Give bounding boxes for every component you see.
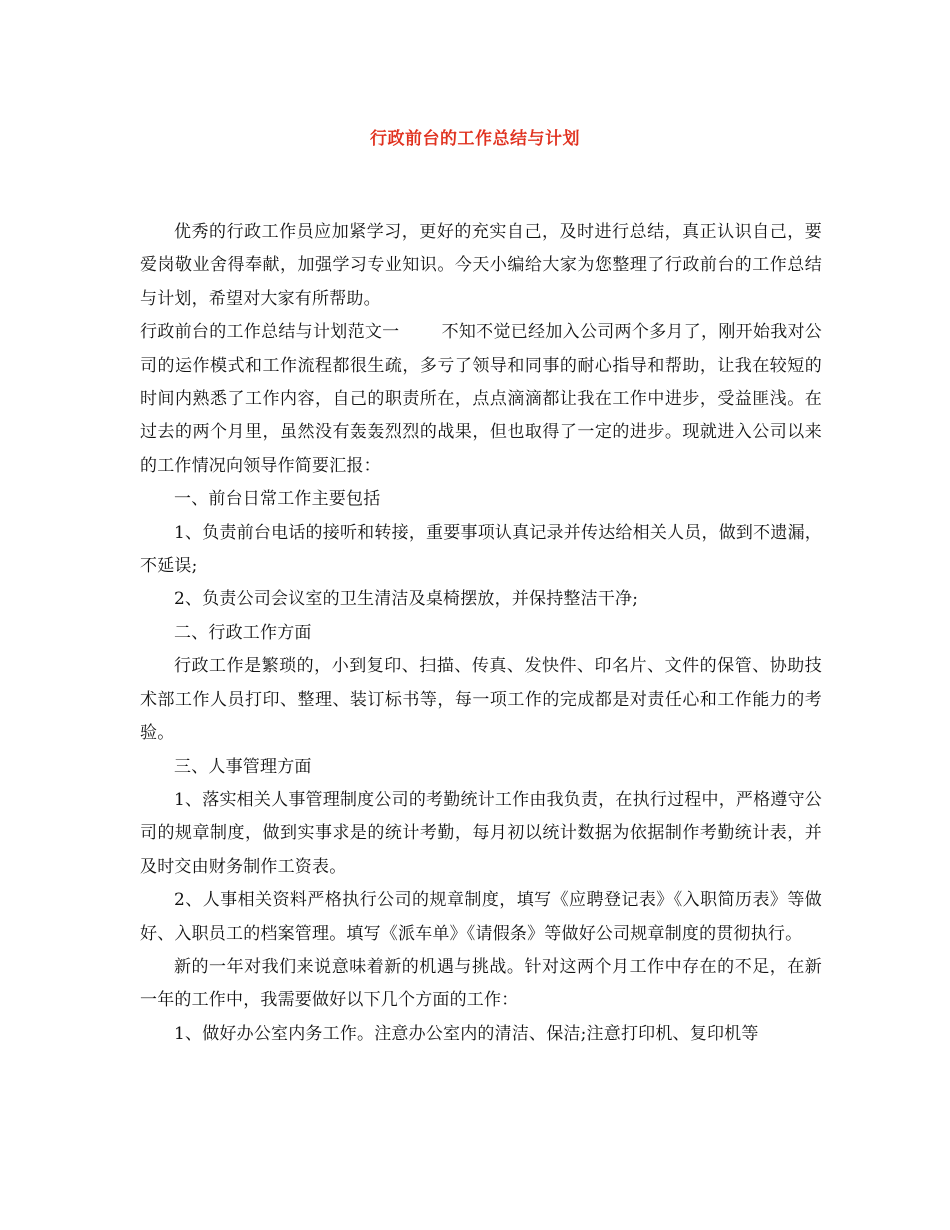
paragraph-2 xyxy=(140,316,822,483)
section-heading: 行政前台的工作总结与计划范文一 xyxy=(140,322,400,343)
paragraph-6: 二、行政工作方面 xyxy=(174,622,312,643)
paragraph-7: 行政工作是繁琐的，小到复印、扫描、传真、发快件、印名片、文件的保管、协助技术部工作人员打印、整理、装订标书等，每一项工作的完成都是对责任心和工作能力的考验。 xyxy=(140,656,822,744)
paragraph-8: 三、人事管理方面 xyxy=(174,756,312,777)
document-body xyxy=(140,216,822,1051)
paragraph-5: 2、负责公司会议室的卫生清洁及桌椅摆放，并保持整洁干净; xyxy=(174,589,639,610)
paragraph-9: 1、落实相关人事管理制度公司的考勤统计工作由我负责，在执行过程中，严格遵守公司的规章制度，做到实事求是的统计考勤，每月初以统计数据为依据制作考勤统计表，并及时交由财务制作工资表。 xyxy=(140,789,822,877)
paragraph-3: 一、前台日常工作主要包括 xyxy=(174,489,381,510)
paragraph-2-text: 不知不觉已经加入公司两个多月了，刚开始我对公司的运作模式和工作流程都很生疏，多亏了领导和同事的耐心指导和帮助，让我在较短的时间内熟悉了工作内容，自己的职责所在，点点滴滴都让我在工作中进步，受益匪浅。在过去的两个月里，虽然没有轰轰烈烈的战果，但也取得了一定的进步。现就进入公司以来的工作情况向领导作简要汇报： xyxy=(140,322,823,476)
paragraph-11: 新的一年对我们来说意味着新的机遇与挑战。针对这两个月工作中存在的不足，在新一年的工作中，我需要做好以下几个方面的工作： xyxy=(140,956,822,1011)
paragraph-10: 2、人事相关资料严格执行公司的规章制度，填写《应聘登记表》《入职简历表》等做好、入职员工的档案管理。填写《派车单》《请假条》等做好公司规章制度的贯彻执行。 xyxy=(140,890,822,944)
paragraph-1: 优秀的行政工作员应加紧学习，更好的充实自己，及时进行总结，真正认识自己，要爱岗敬业舍得奉献，加强学习专业知识。今天小编给大家为您整理了行政前台的工作总结与计划，希望对大家有所帮助。 xyxy=(140,222,822,309)
paragraph-12: 1、做好办公室内务工作。注意办公室内的清洁、保洁;注意打印机、复印机等 xyxy=(174,1023,759,1044)
document-title: 行政前台的工作总结与计划 xyxy=(370,129,580,149)
paragraph-4: 1、负责前台电话的接听和转接，重要事项认真记录并传达给相关人员，做到不遗漏，不延误; xyxy=(140,522,822,577)
